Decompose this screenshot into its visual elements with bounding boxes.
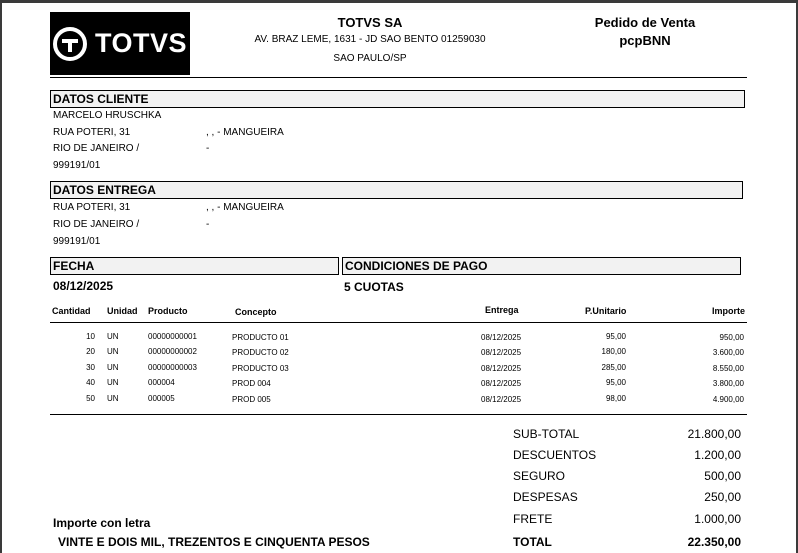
frame-left-border xyxy=(0,0,2,553)
row-0-cantidad: 10 xyxy=(86,332,95,341)
row-4-importe: 4.900,00 xyxy=(712,395,744,404)
row-4-unidad: UN xyxy=(107,394,119,403)
condiciones-header: CONDICIONES DE PAGO xyxy=(342,257,741,275)
col-unitario: P.Unitario xyxy=(585,306,627,316)
row-3-entrega: 08/12/2025 xyxy=(481,379,522,388)
col-importe: Importe xyxy=(711,306,745,316)
row-1-cantidad: 20 xyxy=(86,347,95,356)
company-logo xyxy=(50,12,190,75)
seguro-label: SEGURO xyxy=(513,469,566,483)
entrega-city: RIO DE JANEIRO / xyxy=(53,219,140,230)
total-value: 22.350,00 xyxy=(687,535,741,549)
cliente-dash: - xyxy=(206,143,210,154)
importe-letra-value: VINTE E DOIS MIL, TREZENTOS E CINQUENTA PESOS xyxy=(58,535,370,549)
doc-type: Pedido de Venta xyxy=(594,15,696,30)
row-2-unidad: UN xyxy=(107,363,119,372)
cliente-street: RUA POTERI, 31 xyxy=(53,127,131,138)
row-4-producto: 000005 xyxy=(148,394,175,403)
row-4-concepto: PROD 005 xyxy=(232,395,271,404)
row-3-unidad: UN xyxy=(107,378,119,387)
table-header-divider xyxy=(50,322,747,323)
row-2-unitario: 285,00 xyxy=(601,363,626,372)
row-1-entrega: 08/12/2025 xyxy=(481,348,522,357)
logo-text: TOTVS xyxy=(94,28,188,58)
row-0-importe: 950,00 xyxy=(719,333,744,342)
row-1-unitario: 180,00 xyxy=(601,347,626,356)
doc-code: pcpBNN xyxy=(619,33,671,48)
col-entrega: Entrega xyxy=(485,305,519,315)
descuentos-label: DESCUENTOS xyxy=(513,448,597,462)
fecha-value: 08/12/2025 xyxy=(53,279,114,293)
row-0-entrega: 08/12/2025 xyxy=(481,333,522,342)
row-1-unidad: UN xyxy=(107,347,119,356)
entrega-district: , , - MANGUEIRA xyxy=(206,202,284,213)
row-4-cantidad: 50 xyxy=(86,394,95,403)
row-2-cantidad: 30 xyxy=(86,363,95,372)
datos-cliente-header: DATOS CLIENTE xyxy=(50,90,745,108)
fecha-header: FECHA xyxy=(50,257,339,275)
row-2-importe: 8.550,00 xyxy=(712,364,744,373)
datos-entrega-header: DATOS ENTREGA xyxy=(50,181,743,199)
subtotal-value: 21.800,00 xyxy=(687,427,741,441)
row-3-importe: 3.800,00 xyxy=(712,379,744,388)
row-4-unitario: 98,00 xyxy=(605,394,626,403)
entrega-code: 999191/01 xyxy=(53,236,101,247)
company-city: SAO PAULO/SP xyxy=(333,53,407,64)
row-0-producto: 00000000001 xyxy=(148,332,197,341)
total-label: TOTAL xyxy=(513,535,552,549)
company-address: AV. BRAZ LEME, 1631 - JD SAO BENTO 01259030 xyxy=(254,34,486,45)
cliente-name: MARCELO HRUSCHKA xyxy=(53,110,162,121)
frame-top-border xyxy=(0,0,798,3)
col-unidad: Unidad xyxy=(107,306,138,316)
row-1-producto: 00000000002 xyxy=(148,347,197,356)
frete-label: FRETE xyxy=(513,512,553,526)
seguro-value: 500,00 xyxy=(704,469,741,483)
row-1-importe: 3.600,00 xyxy=(712,348,744,357)
entrega-street: RUA POTERI, 31 xyxy=(53,202,131,213)
row-3-cantidad: 40 xyxy=(86,378,95,387)
cliente-district: , , - MANGUEIRA xyxy=(206,127,284,138)
table-footer-divider xyxy=(50,414,747,415)
row-0-unitario: 95,00 xyxy=(605,332,626,341)
entrega-dash: - xyxy=(206,219,210,230)
row-2-entrega: 08/12/2025 xyxy=(481,364,522,373)
importe-letra-label: Importe con letra xyxy=(53,516,151,530)
despesas-value: 250,00 xyxy=(704,490,741,504)
row-3-concepto: PROD 004 xyxy=(232,379,271,388)
row-4-entrega: 08/12/2025 xyxy=(481,395,522,404)
row-0-concepto: PRODUCTO 01 xyxy=(232,333,289,342)
row-3-producto: 000004 xyxy=(148,378,175,387)
document-title xyxy=(575,14,715,50)
row-3-unitario: 95,00 xyxy=(605,378,626,387)
row-1-concepto: PRODUCTO 02 xyxy=(232,348,289,357)
totvs-logo-icon xyxy=(53,27,87,61)
col-cantidad: Cantidad xyxy=(52,306,91,316)
company-info xyxy=(240,15,500,64)
header-divider xyxy=(50,77,747,78)
despesas-label: DESPESAS xyxy=(513,490,578,504)
company-name: TOTVS SA xyxy=(337,15,403,30)
col-concepto: Concepto xyxy=(235,307,277,317)
cliente-code: 999191/01 xyxy=(53,160,101,171)
row-0-unidad: UN xyxy=(107,332,119,341)
row-2-concepto: PRODUCTO 03 xyxy=(232,364,289,373)
subtotal-label: SUB-TOTAL xyxy=(513,427,580,441)
cliente-city: RIO DE JANEIRO / xyxy=(53,143,140,154)
descuentos-value: 1.200,00 xyxy=(694,448,741,462)
row-2-producto: 00000000003 xyxy=(148,363,197,372)
condiciones-value: 5 CUOTAS xyxy=(344,280,404,294)
col-producto: Producto xyxy=(148,306,188,316)
frete-value: 1.000,00 xyxy=(694,512,741,526)
